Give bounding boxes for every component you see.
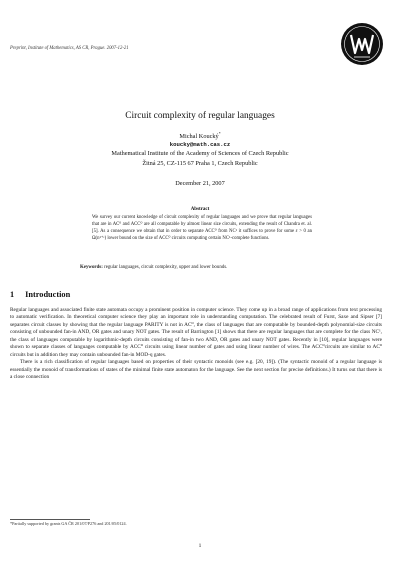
author-name: Michal Koucký [179,133,219,141]
section-body [10,307,382,382]
affiliation-line-1: Mathematical Institute of the Academy of Sciences of Czech Republic [111,150,289,158]
paragraph-2: There is a rich classification of regular languages based on properties of their syntactic monoids (see e.g. [20, 19]). (The syntactic monoid of a regular language is essentially the monoid of transformations of states of the minimal finite state automaton for the language. See the next section for precise definitions.) It turns out that there is a close connection [10,359,382,381]
abstract-heading: Abstract [190,207,210,212]
author-footnote-mark: * [218,132,221,136]
keywords-line [80,265,330,270]
paragraph-1: Regular languages and associated finite state automata occupy a prominent position in computer science. They come up in a broad range of applications from text processing to automatic verification. In theoretical computer science they play an important role in understanding computation. The celebrated result of Furst, Saxe and Sipser [7] separates circuit classes by showing that the regular language PARITY is not in AC⁰, the class of languages that are computable by bounded-depth polynomial-size circuits consisting of unbounded fan-in AND, OR gates and unary NOT gates. The result of Barrington [1] shows that there are regular languages that are complete for the class NC¹, the class of languages computable by logarithmic-depth circuits consisting of fan-in two AND, OR gates and unary NOT gates. Recently in [10], regular languages were shown to separate classes of languages computable by ACC⁰ circuits using linear number of gates and using linear number of wires. The ACC⁰circuits are similar to AC⁰ circuits but in addition they may contain unbounded fan-in MOD-q gates. [10,307,382,358]
author-line [0,132,400,140]
keywords-text: regular languages, circuit complexity, upper and lower bounds. [104,265,228,270]
section-heading [10,290,70,299]
abstract-text: We survey our current knowledge of circuit complexity of regular languages and we prove that regular languages that are in AC⁰ and ACC⁰ are all computable by almost linear size circuits, extending the result of Chandra et. al. [5]. As a consequence we obtain that in order to separate ACC⁰ from NC¹ it suffices to prove for some ε > 0 an Ω(n¹⁺ᵋ) lower bound on the size of ACC⁰ circuits computing certain NC¹-complete functions. [92,215,312,241]
keywords-label: Keywords: [80,265,103,270]
title-block [0,111,400,187]
section-number: 1 [10,290,15,299]
institute-logo [340,22,384,66]
footnote-rule [10,519,90,520]
author-email[interactable]: koucky@math.cas.cz [169,141,231,149]
footnote: *Partially supported by grants GA ČR 201/07/P276 and 201/05/0124. [10,521,127,526]
preprint-header: Preprint, Institute of Mathematics, AS CR, Prague. 2007-12-21 [10,46,129,51]
paper-title: Circuit complexity of regular languages [125,111,275,121]
affiliation-line-2: Žitná 25, CZ-115 67 Praha 1, Czech Republic [142,160,258,168]
page-number: 1 [198,543,202,549]
paper-date: December 21, 2007 [175,180,225,188]
section-title: Introduction [25,290,71,299]
